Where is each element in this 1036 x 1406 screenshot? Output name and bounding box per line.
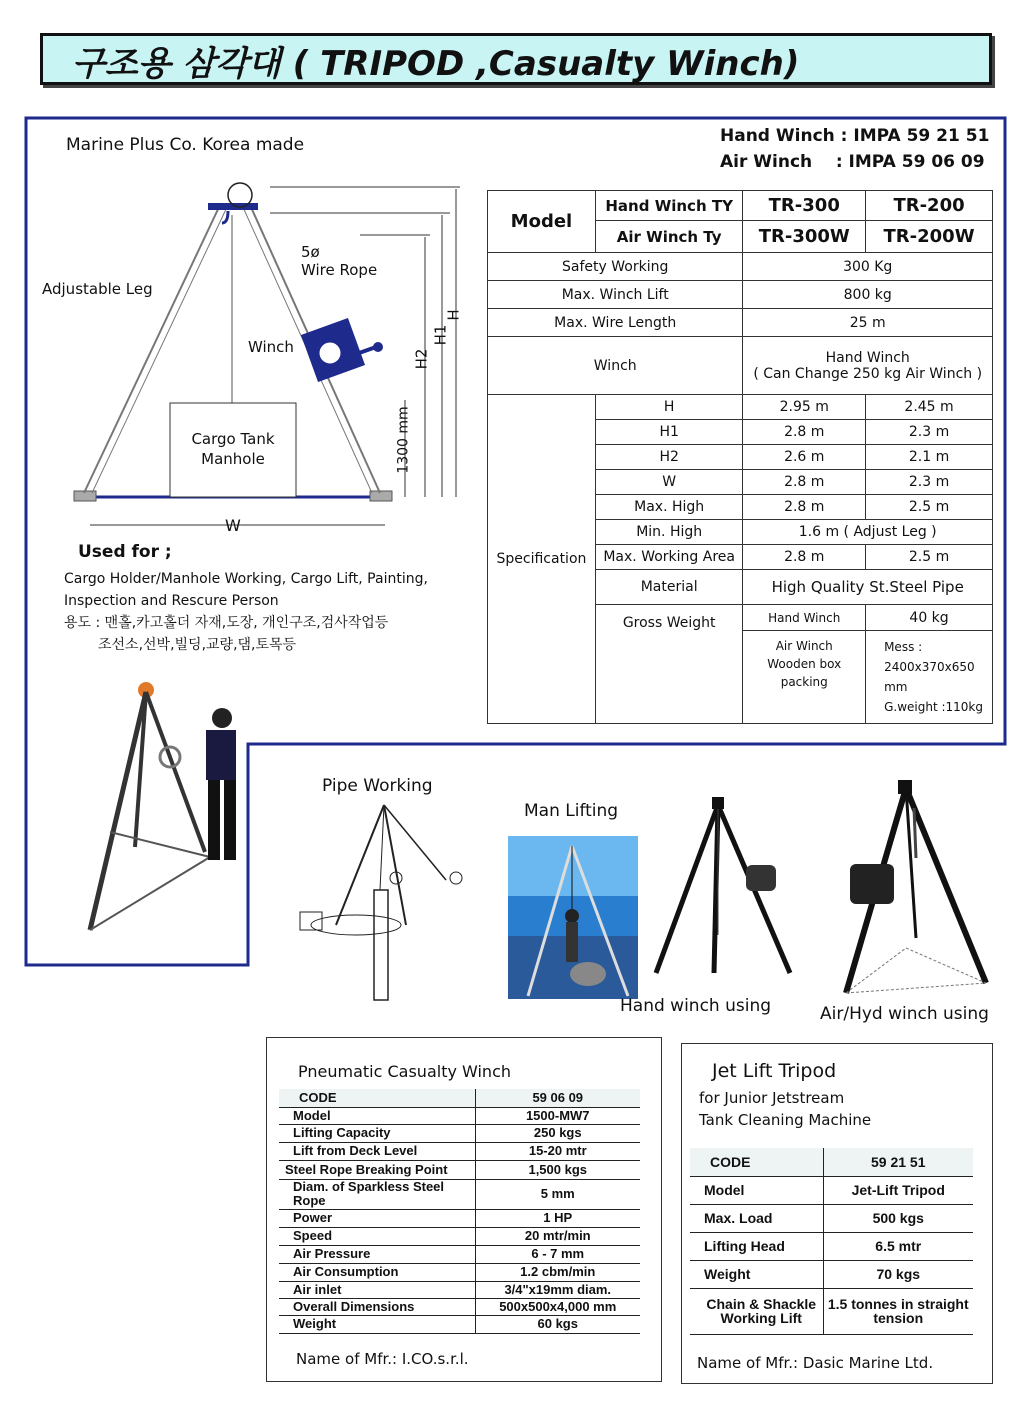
jet-value: 1.5 tonnes in straight tension: [823, 1288, 973, 1334]
jet-row: [690, 1148, 973, 1176]
cargo-tank-label: [170, 429, 296, 469]
pneumatic-title: Pneumatic Casualty Winch: [298, 1062, 512, 1081]
dim-h1: H1: [431, 324, 450, 346]
used-for-text: [64, 568, 428, 656]
pneu-key: Air inlet: [279, 1281, 475, 1298]
page-title: 구조용 삼각대 ( TRIPOD ,Casualty Winch): [72, 44, 800, 84]
pneu-key: Diam. of Sparkless Steel Rope: [279, 1179, 475, 1209]
air-ty: Air Winch Ty: [595, 221, 743, 253]
spec-row-b: 2.5 m: [866, 495, 993, 520]
jet-key: Chain & Shackle Working Lift: [690, 1288, 823, 1334]
air-box-line2: Wooden box: [767, 657, 842, 671]
jet-value: Jet-Lift Tripod: [823, 1176, 973, 1204]
jet-row: [690, 1176, 973, 1204]
spec-row-a: 2.8 m: [743, 495, 866, 520]
wire-length-value: 25 m: [743, 309, 993, 337]
jet-row: [690, 1204, 973, 1232]
pneu-row: [279, 1209, 640, 1227]
pneu-key: Air Consumption: [279, 1263, 475, 1281]
spec-row-a: 2.95 m: [743, 395, 866, 420]
pneu-key: Speed: [279, 1227, 475, 1245]
spec-row-name: W: [595, 470, 743, 495]
pipe-working-sketch: [296, 800, 476, 1005]
pneu-row: [279, 1315, 640, 1333]
safety-value: 300 Kg: [743, 253, 993, 281]
jetlift-mfr: Name of Mfr.: Dasic Marine Ltd.: [697, 1354, 934, 1372]
min-high-label: Min. High: [595, 520, 743, 545]
pneu-row: [279, 1245, 640, 1263]
dim-h2: H2: [412, 348, 431, 370]
spec-row-name: H2: [595, 445, 743, 470]
jetlift-subtitle-1: for Junior Jetstream: [699, 1089, 845, 1107]
pneu-key: Steel Rope Breaking Point: [279, 1160, 475, 1179]
safety-label: Safety Working: [488, 253, 743, 281]
spec-row-a: 2.6 m: [743, 445, 866, 470]
winch-row-label: Winch: [488, 337, 743, 395]
min-high-value: 1.6 m ( Adjust Leg ): [743, 520, 993, 545]
pneu-row: [279, 1298, 640, 1315]
max-lift-label: Max. Winch Lift: [488, 281, 743, 309]
pneu-row: [279, 1179, 640, 1209]
dim-w: W: [225, 516, 241, 535]
pneu-row: [279, 1107, 640, 1124]
work-area-label: Max. Working Area: [595, 545, 743, 570]
tr300: TR-300: [743, 191, 866, 221]
pneu-value: 60 kgs: [475, 1315, 640, 1333]
impa-hand: Hand Winch : IMPA 59 21 51: [720, 126, 990, 146]
gross-weight-label: Gross Weight: [595, 605, 743, 724]
pneu-key: Air Pressure: [279, 1245, 475, 1263]
hand-winch-weight-label: Hand Winch: [743, 605, 866, 631]
winch-row-value: [743, 337, 993, 395]
tr300w: TR-300W: [743, 221, 866, 253]
dim-1300: 1300 mm: [395, 406, 412, 474]
spec-row-name: H: [595, 395, 743, 420]
wire-rope-label: [301, 243, 377, 279]
pneu-value: 59 06 09: [475, 1089, 640, 1107]
photo-caption-hand: Hand winch using: [620, 996, 772, 1016]
spec-row-name: H1: [595, 420, 743, 445]
tr200w: TR-200W: [866, 221, 993, 253]
tr200: TR-200: [866, 191, 993, 221]
maker-text: Marine Plus Co. Korea made: [66, 135, 305, 155]
hand-ty: Hand Winch TY: [595, 191, 743, 221]
spec-row-b: 2.1 m: [866, 445, 993, 470]
work-area-a: 2.8 m: [743, 545, 866, 570]
pneu-row: [279, 1124, 640, 1142]
mess-info: [866, 631, 993, 724]
pneumatic-mfr: Name of Mfr.: I.CO.s.r.l.: [296, 1350, 469, 1368]
pneu-value: 500x500x4,000 mm: [475, 1298, 640, 1315]
photo-caption-pipe: Pipe Working: [322, 776, 433, 796]
pneu-key: Weight: [279, 1315, 475, 1333]
pneu-value: 1.2 cbm/min: [475, 1263, 640, 1281]
pneu-row: [279, 1227, 640, 1245]
dim-h: H: [444, 309, 463, 321]
work-area-b: 2.5 m: [866, 545, 993, 570]
pneu-key: Model: [279, 1107, 475, 1124]
winch-label: Winch: [248, 338, 294, 356]
jet-row: [690, 1260, 973, 1288]
impa-air: Air Winch : IMPA 59 06 09: [720, 152, 985, 172]
photo-caption-man: Man Lifting: [524, 801, 619, 821]
pneu-key: Power: [279, 1209, 475, 1227]
cargo-tank-line1: Cargo Tank: [191, 430, 275, 448]
pneu-key: Lifting Capacity: [279, 1124, 475, 1142]
used-for-heading: Used for ;: [78, 542, 172, 562]
pneu-row: [279, 1281, 640, 1298]
max-lift-value: 800 kg: [743, 281, 993, 309]
pneu-value: 3/4"x19mm diam.: [475, 1281, 640, 1298]
material-value: High Quality St.Steel Pipe: [743, 570, 993, 605]
pneumatic-table: [279, 1089, 640, 1334]
used-for-line2: Inspection and Rescure Person: [64, 593, 279, 609]
pneu-value: 15-20 mtr: [475, 1142, 640, 1160]
used-for-line4: 조선소,선박,빌딩,교량,댐,토목등: [98, 637, 297, 653]
mess-line2: 2400x370x650 mm: [884, 660, 975, 694]
tripod-photo-person: [80, 672, 240, 942]
used-for-line1: Cargo Holder/Manhole Working, Cargo Lift, Painting,: [64, 571, 428, 587]
jet-value: 70 kgs: [823, 1260, 973, 1288]
jet-key: CODE: [690, 1148, 823, 1176]
pneu-value: 1,500 kgs: [475, 1160, 640, 1179]
spec-row-a: 2.8 m: [743, 420, 866, 445]
man-lifting-photo: [508, 836, 638, 999]
pneu-row: [279, 1089, 640, 1107]
air-hyd-winch-photo: [836, 778, 1006, 998]
pneu-key: CODE: [279, 1089, 475, 1107]
jet-key: Model: [690, 1176, 823, 1204]
wire-length-label: Max. Wire Length: [488, 309, 743, 337]
air-box-line1: Air Winch: [775, 639, 833, 653]
hand-winch-photo: [648, 795, 798, 980]
pneu-value: 6 - 7 mm: [475, 1245, 640, 1263]
jet-key: Lifting Head: [690, 1232, 823, 1260]
winch-value-line1: Hand Winch: [825, 349, 910, 366]
spec-table: [487, 190, 993, 724]
winch-value-line2: ( Can Change 250 kg Air Winch ): [753, 365, 983, 382]
spec-row-b: 2.3 m: [866, 470, 993, 495]
air-box-line3: packing: [780, 675, 828, 689]
pneu-row: [279, 1142, 640, 1160]
mess-line1: Mess :: [884, 640, 923, 654]
hand-winch-weight-value: 40 kg: [866, 605, 993, 631]
used-for-line3: 용도 : 맨홀,카고홀더 자재,도장, 개인구조,검사작업등: [64, 615, 389, 631]
pneu-value: 1500-MW7: [475, 1107, 640, 1124]
jet-value: 6.5 mtr: [823, 1232, 973, 1260]
pneu-value: 20 mtr/min: [475, 1227, 640, 1245]
pneu-value: 250 kgs: [475, 1124, 640, 1142]
wire-rope-size: 5ø: [301, 243, 320, 261]
spec-row-a: 2.8 m: [743, 470, 866, 495]
model-label: Model: [488, 191, 596, 253]
jet-row: [690, 1232, 973, 1260]
material-label: Material: [595, 570, 743, 605]
pneu-key: Lift from Deck Level: [279, 1142, 475, 1160]
pneu-value: 1 HP: [475, 1209, 640, 1227]
pneu-row: [279, 1263, 640, 1281]
jetlift-title: Jet Lift Tripod: [712, 1060, 837, 1082]
jetlift-subtitle-2: Tank Cleaning Machine: [699, 1111, 872, 1129]
air-box-label: [743, 631, 866, 724]
mess-line3: G.weight :110kg: [884, 700, 983, 714]
jet-key: Weight: [690, 1260, 823, 1288]
adjustable-leg-label: Adjustable Leg: [42, 280, 153, 298]
specification-label: Specification: [488, 395, 596, 724]
spec-row-name: Max. High: [595, 495, 743, 520]
jetlift-table: [690, 1148, 973, 1335]
cargo-tank-line2: Manhole: [201, 450, 265, 468]
jet-value: 59 21 51: [823, 1148, 973, 1176]
pneu-row: [279, 1160, 640, 1179]
jet-value: 500 kgs: [823, 1204, 973, 1232]
jet-key: Max. Load: [690, 1204, 823, 1232]
spec-row-b: 2.3 m: [866, 420, 993, 445]
pneu-value: 5 mm: [475, 1179, 640, 1209]
photo-caption-air: Air/Hyd winch using: [820, 1004, 989, 1024]
wire-rope-text: Wire Rope: [301, 261, 378, 279]
pneu-key: Overall Dimensions: [279, 1298, 475, 1315]
jet-row: [690, 1288, 973, 1334]
spec-row-b: 2.45 m: [866, 395, 993, 420]
